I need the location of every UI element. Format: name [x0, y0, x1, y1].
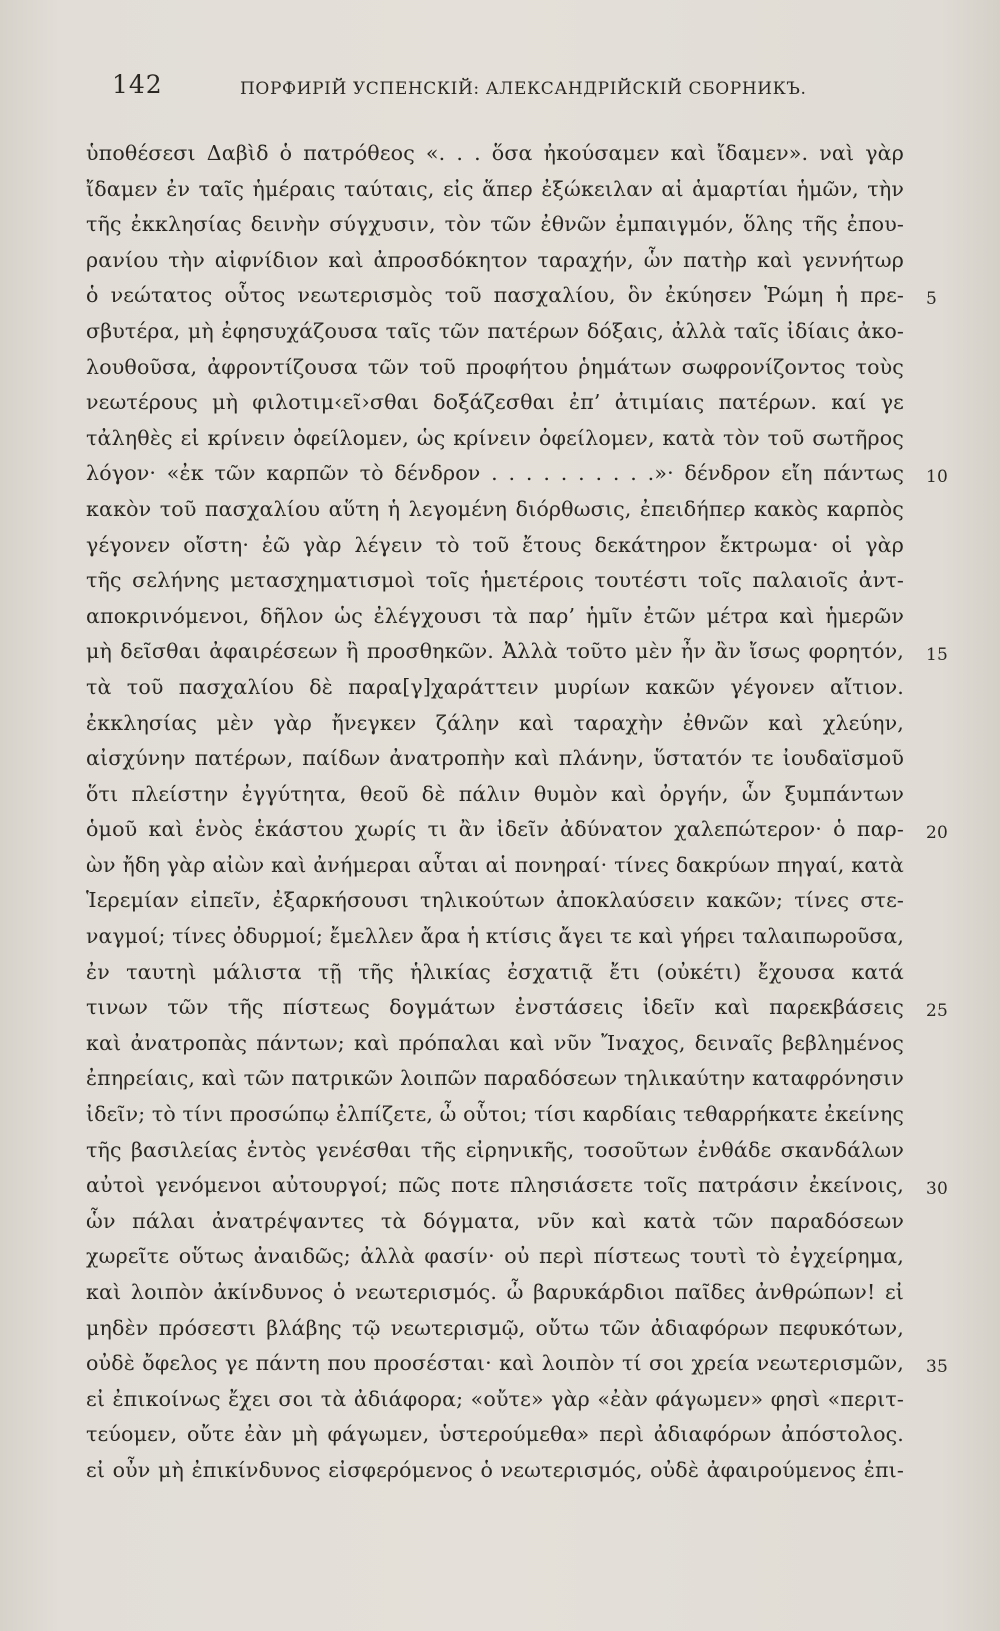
text-line — [86, 599, 916, 635]
text-line — [86, 1453, 916, 1489]
text-line — [86, 670, 916, 706]
line-text: Ἱερεμίαν εἰπεῖν, ἐξαρκήσουσι τηλικούτων ἀποκλαύσειν κακῶν; τίνες στε- — [86, 888, 904, 913]
line-text: οὐδὲ ὄφελος γε πάντη που προσέσται· καὶ λοιπὸν τί σοι χρεία νεωτερισμῶν, — [86, 1351, 904, 1376]
text-line — [86, 1346, 948, 1382]
line-text: τὰ τοῦ πασχαλίου δὲ παρα[γ]χαράττειν μυρίων κακῶν γέγονεν αἴτιον. — [86, 674, 904, 699]
line-text: ὑποθέσεσι Δαβὶδ ὁ πατρόθεος «. . . ὅσα ἠκούσαμεν καὶ ἴδαμεν». ναὶ γὰρ — [86, 141, 904, 165]
line-text: ἐν ταυτηὶ μάλιστα τῇ τῆς ἡλικίας ἐσχατιᾷ ἔτι (οὐκέτι) ἔχουσα κατά — [86, 959, 904, 984]
text-line — [86, 1097, 916, 1133]
text-line — [86, 1417, 916, 1453]
text-line — [86, 1275, 916, 1311]
line-number: 15 — [926, 645, 948, 666]
line-text: τἀληθὲς εἰ κρίνειν ὀφείλομεν, ὡς κρίνειν ὀφείλομεν, κατὰ τὸν τοῦ σωτῆρος — [86, 425, 904, 450]
text-line — [86, 314, 916, 350]
line-text: ὧν πάλαι ἀνατρέψαντες τὰ δόγματα, νῦν καὶ κατὰ τῶν παραδόσεων — [86, 1208, 904, 1233]
text-line — [86, 492, 916, 528]
text-line — [86, 990, 948, 1026]
line-number: 35 — [926, 1357, 948, 1378]
text-line — [86, 706, 916, 742]
line-text: ὅτι πλείστην ἐγγύτητα, θεοῦ δὲ πάλιν θυμὸν καὶ ὀργήν, ὧν ξυμπάντων — [86, 781, 904, 806]
line-number: 30 — [926, 1179, 948, 1200]
text-line — [86, 563, 916, 599]
line-text: ὼν ἤδη γὰρ αἰὼν καὶ ἀνήμεραι αὗται αἱ πονηραί· τίνες δακρύων πηγαί, κατὰ — [86, 852, 904, 877]
line-text: ἐπηρείαις, καὶ τῶν πατρικῶν λοιπῶν παραδόσεων τηλικαύτην καταφρόνησιν — [86, 1066, 904, 1091]
line-text: αὐτοὶ γενόμενοι αὐτουργοί; πῶς ποτε πλησιάσετε τοῖς πατράσιν ἐκείνοις, — [86, 1173, 904, 1198]
text-line — [86, 1382, 916, 1418]
body-text — [86, 136, 948, 1489]
line-text: κακὸν τοῦ πασχαλίου αὕτη ἡ λεγομένη διόρθωσις, ἐπειδήπερ κακὸς καρπὸς — [86, 496, 904, 521]
line-text: καὶ λοιπὸν ἀκίνδυνος ὁ νεωτερισμός. ὦ βαρυκάρδιοι παῖδες ἀνθρώπων! εἰ — [86, 1280, 904, 1304]
line-text: ἐκκλησίας μὲν γὰρ ἤνεγκεν ζάλην καὶ ταραχὴν ἐθνῶν καὶ χλεύην, — [86, 710, 904, 735]
line-text: τεύομεν, οὔτε ἐὰν μὴ φάγωμεν, ὑστερούμεθα» περὶ ἀδιαφόρων ἀπόστολος. — [86, 1422, 904, 1447]
line-number: 25 — [926, 1001, 948, 1022]
line-text: μηδὲν πρόσεστι βλάβης τῷ νεωτερισμῷ, οὔτω τῶν ἀδιαφόρων πεφυκότων, — [86, 1315, 904, 1340]
text-line — [86, 456, 948, 492]
text-line — [86, 812, 948, 848]
line-number: 10 — [926, 467, 948, 488]
line-text: ὁ νεώτατος οὗτος νεωτερισμὸς τοῦ πασχαλίου, ὃν ἐκύησεν Ῥώμη ἡ πρε- — [86, 283, 904, 308]
text-line — [86, 278, 937, 314]
text-line — [86, 634, 948, 670]
text-line — [86, 1061, 916, 1097]
running-title: ПОРФИРІЙ УСПЕНСКІЙ: АЛЕКСАНДРІЙСКІЙ СБОРНИКЪ. — [240, 79, 807, 99]
line-text: σβυτέρα, μὴ ἐφησυχάζουσα ταῖς τῶν πατέρων δόξαις, ἀλλὰ ταῖς ἰδίαις ἀκο- — [86, 318, 904, 343]
text-line — [86, 1311, 916, 1347]
text-line — [86, 919, 916, 955]
text-line — [86, 1133, 916, 1169]
line-text: αποκρινόμενοι, δῆλον ὡς ἐλέγχουσι τὰ παρ’ ἡμῖν ἐτῶν μέτρα καὶ ἡμερῶν — [86, 603, 904, 628]
line-text: τῆς σελήνης μετασχηματισμοὶ τοῖς ἡμετέροις τουτέστι τοῖς παλαιοῖς ἀντ- — [86, 568, 904, 593]
text-line — [86, 741, 916, 777]
text-line — [86, 883, 916, 919]
text-line — [86, 848, 916, 884]
line-text: μὴ δεῖσθαι ἀφαιρέσεων ἢ προσθηκῶν. Ἀλλὰ τοῦτο μὲν ἦν ἂν ἴσως φορητόν, — [86, 639, 904, 664]
line-text: αἰσχύνην πατέρων, παίδων ἀνατροπὴν καὶ πλάνην, ὕστατόν τε ἰουδαϊσμοῦ — [86, 746, 904, 771]
line-text: τῆς βασιλείας ἐντὸς γενέσθαι τῆς εἰρηνικῆς, τοσοῦτων ἐνθάδε σκανδάλων — [86, 1137, 904, 1162]
line-text: λόγον· «ἐκ τῶν καρπῶν τὸ δένδρον . . . . . . . . . .»· δένδρον εἴη πάντως — [86, 461, 904, 486]
line-text: τῆς ἐκκλησίας δεινὴν σύγχυσιν, τὸν τῶν ἐθνῶν ἐμπαιγμόν, ὅλης τῆς ἐπου- — [86, 212, 904, 237]
page-number: 142 — [112, 70, 163, 99]
text-line — [86, 777, 916, 813]
line-text: εἰ οὖν μὴ ἐπικίνδυνος εἰσφερόμενος ὁ νεωτερισμός, οὐδὲ ἀφαιρούμενος ἐπι- — [86, 1457, 904, 1482]
line-text: ἰδεῖν; τὸ τίνι προσώπῳ ἐλπίζετε, ὦ οὗτοι; τίσι καρδίαις τεθαρρήκατε ἐκείνης — [86, 1102, 904, 1127]
line-text: τινων τῶν τῆς πίστεως δογμάτων ἐνστάσεις ἰδεῖν καὶ παρεκβάσεις — [86, 995, 904, 1020]
line-text: γέγονεν οἴστη· ἐῶ γὰρ λέγειν τὸ τοῦ ἔτους δεκάτηρον ἔκτρωμα· οἱ γὰρ — [86, 532, 904, 557]
line-text: εἰ ἐπικοίνως ἔχει σοι τὰ ἀδιάφορα; «οὔτε» γὰρ «ἐὰν φάγωμεν» φησὶ «περιτ- — [86, 1386, 904, 1411]
text-line — [86, 1026, 916, 1062]
line-text: νεωτέρους μὴ φιλοτιμ‹εῖ›σθαι δοξάζεσθαι ἐπ’ ἀτιμίαις πατέρων. καί γε — [86, 390, 904, 415]
line-text: λουθοῦσα, ἀφροντίζουσα τῶν τοῦ προφήτου ῥημάτων σωφρονίζοντος τοὺς — [86, 354, 904, 379]
page-header — [112, 70, 912, 110]
line-text: ὁμοῦ καὶ ἑνὸς ἑκάστου χωρίς τι ἂν ἰδεῖν ἀδύνατον χαλεπώτερον· ὁ παρ- — [86, 817, 904, 842]
text-line — [86, 955, 916, 991]
line-text: ναγμοί; τίνες ὀδυρμοί; ἔμελλεν ἄρα ἡ κτίσις ἄγει τε καὶ γήρει ταλαιπωροῦσα, — [86, 924, 904, 949]
line-text: ρανίου τὴν αἰφνίδιον καὶ ἀπροσδόκητον ταραχήν, ὧν πατὴρ καὶ γεννήτωρ — [86, 247, 904, 272]
text-line — [86, 421, 916, 457]
text-line — [86, 243, 916, 279]
line-number: 20 — [926, 823, 948, 844]
line-text: καὶ ἀνατροπὰς πάντων; καὶ πρόπαλαι καὶ νῦν Ἴναχος, δειναῖς βεβλημένος — [86, 1030, 904, 1055]
line-number: 5 — [926, 289, 937, 310]
text-line — [86, 528, 916, 564]
text-line — [86, 1168, 948, 1204]
text-line — [86, 1204, 916, 1240]
text-line — [86, 1239, 916, 1275]
text-line — [86, 207, 916, 243]
text-line — [86, 172, 916, 208]
text-line — [86, 136, 916, 172]
text-line — [86, 385, 916, 421]
text-line — [86, 350, 916, 386]
line-text: χωρεῖτε οὕτως ἀναιδῶς; ἀλλὰ φασίν· οὐ περὶ πίστεως τουτὶ τὸ ἐγχείρημα, — [86, 1244, 904, 1269]
line-text: ἴδαμεν ἐν ταῖς ἡμέραις ταύταις, εἰς ἅπερ ἐξώκειλαν αἱ ἁμαρτίαι ἡμῶν, τὴν — [86, 176, 904, 201]
